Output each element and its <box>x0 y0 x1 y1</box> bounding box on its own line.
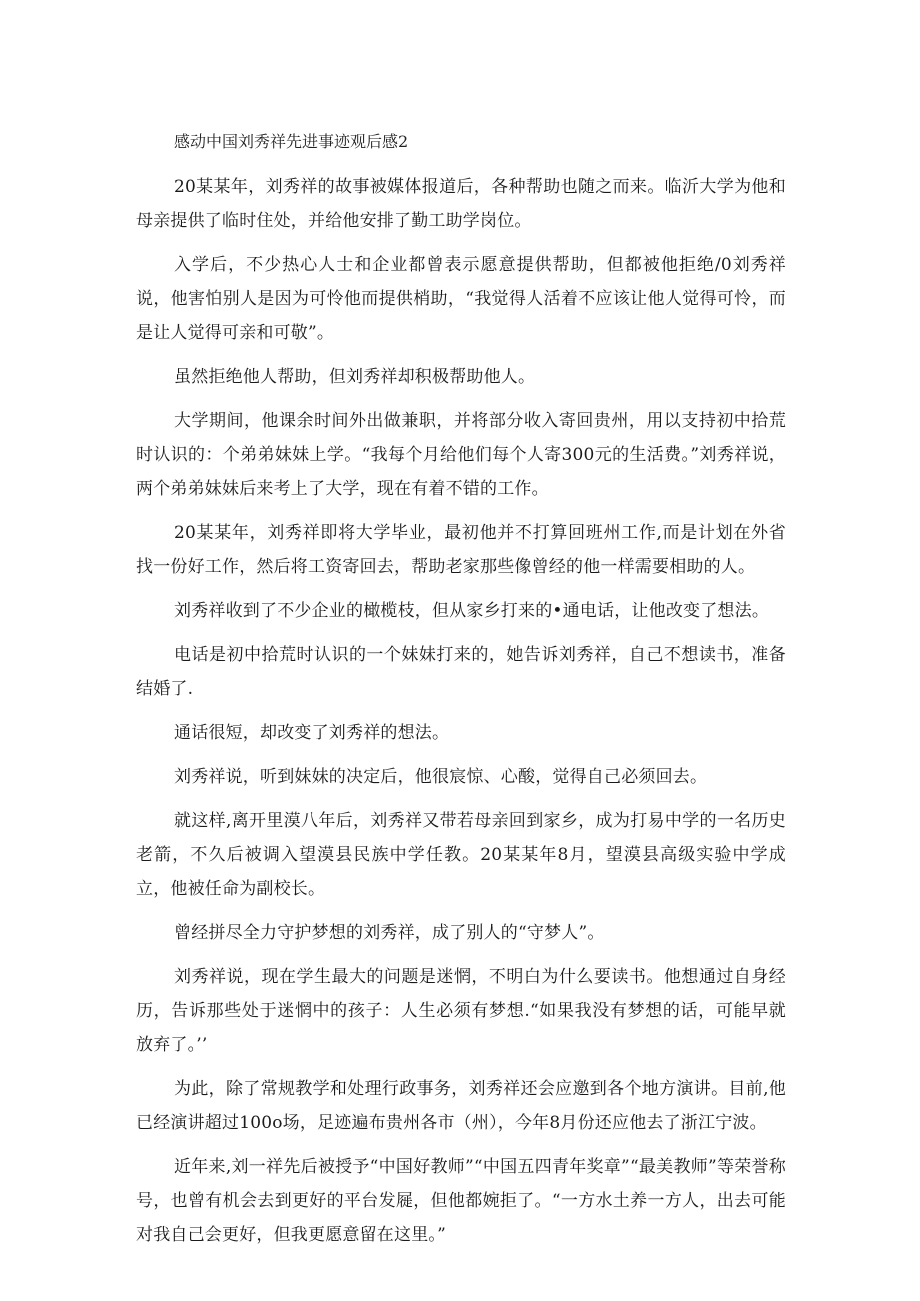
paragraph-14: 近年来,刘一祥先后被授予“中国好教师”“中国五四青年奖章”“最美教师”等荣誉称号，也曾有机会去到更好的平台发屣，但他都婉拒了。“一方水土养一方人，出去可能对我自己会更好，但我更愿意留在这里。” <box>136 1157 786 1245</box>
paragraph-6: 刘秀祥收到了不少企业的橄榄枝，但从家乡打来的•通电话，让他改变了想法。 <box>174 601 770 621</box>
document-page <box>136 128 786 1262</box>
paragraph-1: 20某某年，刘秀祥的故事被媒体报道后，各种帮助也随之而来。临沂大学为他和母亲提供了临时住处，并给他安排了勤工助学岗位。 <box>136 177 786 231</box>
paragraph-2: 入学后，不少热心人士和企业都曾表示愿意提供帮助，但都被他拒绝/0刘秀祥说，他害怕别人是因为可怜他而提供梢助，“我觉得人活着不应该让他人觉得可怜，而是让人觉得可亲和可敬”。 <box>136 255 786 343</box>
paragraph-11: 曾经拼尽全力守护梦想的刘秀祥，成了别人的“守梦人”。 <box>174 923 605 943</box>
paragraph-10: 就这样,离开里漠八年后，刘秀祥又带若母亲回到家乡，成为打易中学的一名历史老箭，不久后被调入望漠县民族中学任教。20某某年8月，望漠县高级实验中学成立，他被任命为副校长。 <box>136 811 786 899</box>
paragraph-12: 刘秀祥说，现在学生最大的问题是迷惘，不明白为什么要读书。他想通过自身经历，告诉那些处于迷惘中的孩子：人生必须有梦想.“如果我没有梦想的话，可能早就放弃了。’’ <box>136 967 786 1055</box>
paragraph-5: 20某某年，刘秀祥即将大学毕业，最初他并不打算回班州工作,而是计划在外省找一份好工作，然后将工资寄回去，帮助老家那些像曾经的他一样需要相助的人。 <box>136 523 786 577</box>
document-title: 感动中国刘秀祥先进事迹观后感2 <box>174 132 409 151</box>
paragraph-3: 虽然拒绝他人帮助，但刘秀祥却积极帮助他人。 <box>174 367 536 387</box>
paragraph-4: 大学期间，他课余时间外出做兼职，并将部分收入寄回贵州，用以支持初中拾荒时认识的：个弟弟妹妹上学。“我每个月给他们每个人寄300元的生活费。”刘秀祥说，两个弟弟妹妹后来考上了大学，现在有着不错的工作。 <box>136 411 786 499</box>
paragraph-13: 为此，除了常规教学和处理行政事务，刘秀祥还会应邀到各个地方演讲。目前,他已经演讲超过100o场，足迹遍布贵州各市（州），今年8月份还应他去了浙江宁波。 <box>136 1079 786 1133</box>
paragraph-9: 刘秀祥说，听到妹妹的决定后，他很宸惊、心酸，觉得自己必须回去。 <box>174 767 708 787</box>
paragraph-8: 通话很短，却改变了刘秀祥的想法。 <box>174 723 450 743</box>
paragraph-7: 电话是初中拾荒时认识的一个妹妹打来的，她告诉刘秀祥，自己不想读书，准备结婚了. <box>136 645 786 699</box>
